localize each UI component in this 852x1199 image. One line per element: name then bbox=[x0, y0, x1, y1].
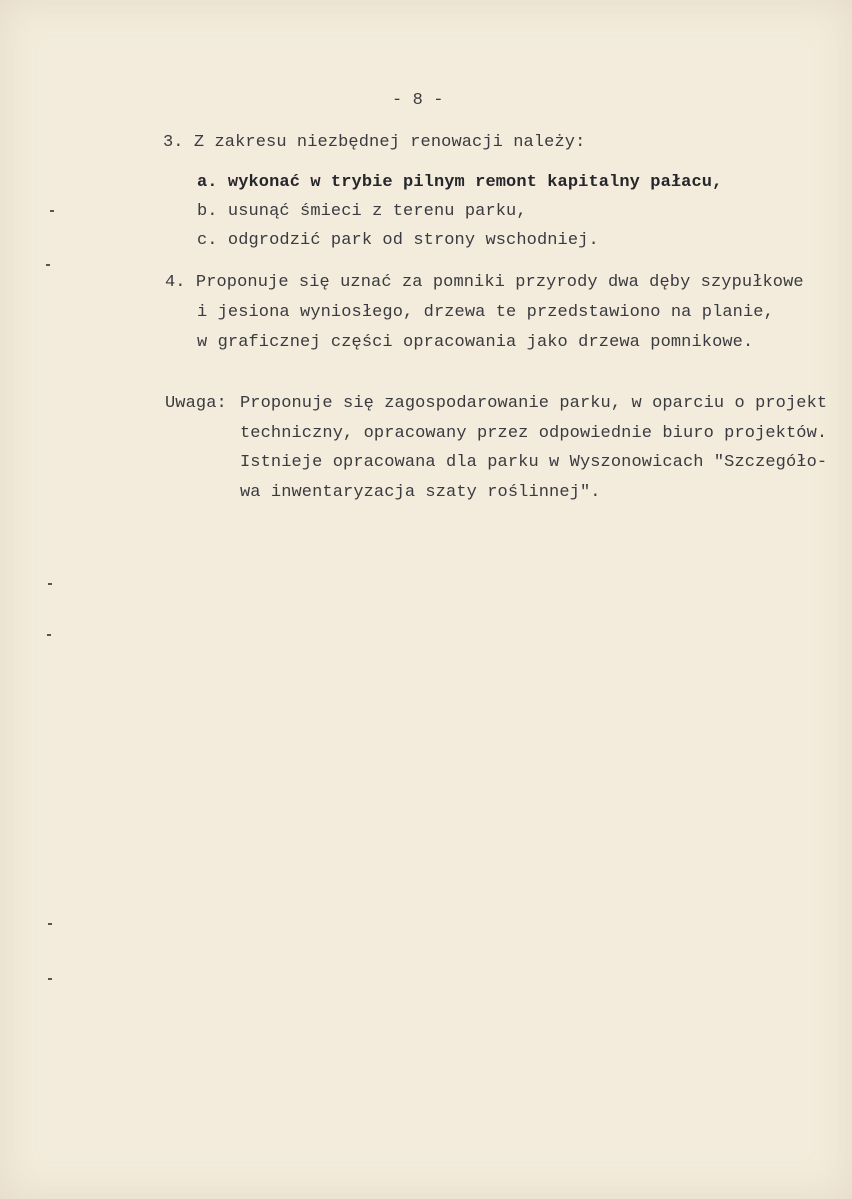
margin-mark bbox=[48, 923, 52, 925]
section-3-item-b: b. usunąć śmieci z terenu parku, bbox=[197, 202, 527, 221]
margin-mark bbox=[48, 583, 52, 585]
note-line-2: techniczny, opracowany przez odpowiednie biuro projektów. bbox=[240, 424, 828, 443]
page-number: - 8 - bbox=[392, 91, 444, 110]
note-line-3: Istnieje opracowana dla parku w Wyszonowicach "Szczegóło- bbox=[240, 453, 828, 472]
note-line-1: Proponuje się zagospodarowanie parku, w oparciu o projekt bbox=[240, 394, 828, 413]
section-3-item-c: c. odgrodzić park od strony wschodniej. bbox=[197, 231, 599, 250]
section-4-line-1: 4. Proponuje się uznać za pomniki przyrody dwa dęby szypułkowe bbox=[165, 273, 804, 292]
section-4-line-2: i jesiona wyniosłego, drzewa te przedstawiono na planie, bbox=[197, 303, 774, 322]
margin-mark bbox=[47, 634, 51, 636]
margin-mark bbox=[48, 978, 52, 980]
margin-mark bbox=[46, 264, 50, 266]
margin-mark bbox=[50, 210, 54, 212]
note-line-4: wa inwentaryzacja szaty roślinnej". bbox=[240, 483, 601, 502]
section-3-heading: 3. Z zakresu niezbędnej renowacji należy: bbox=[163, 133, 586, 152]
section-3-item-a: a. wykonać w trybie pilnym remont kapitalny pałacu, bbox=[197, 173, 723, 192]
note-label: Uwaga: bbox=[165, 394, 227, 413]
section-4-line-3: w graficznej części opracowania jako drzewa pomnikowe. bbox=[197, 333, 754, 352]
